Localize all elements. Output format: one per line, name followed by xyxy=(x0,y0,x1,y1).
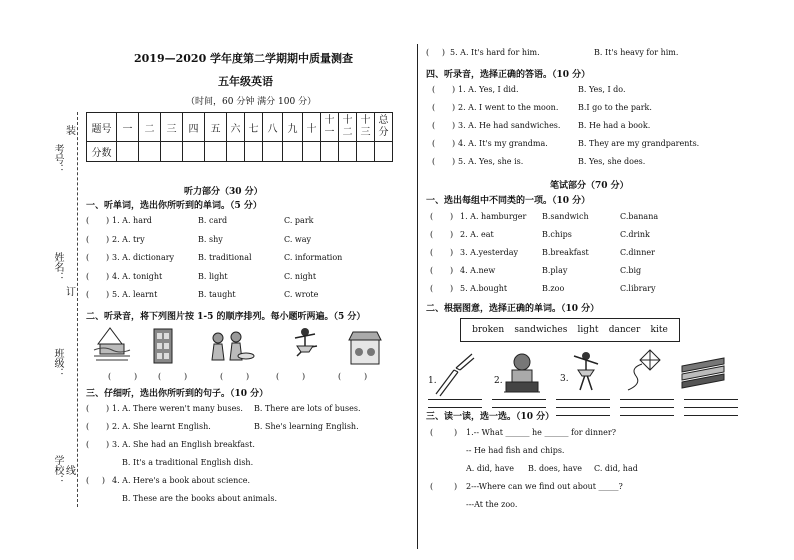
score-header-cell: 六 xyxy=(227,113,245,142)
q4-option-a: 5. A. Yes, she is. xyxy=(458,157,524,166)
answer-line xyxy=(556,407,610,408)
q1-option-c: C. park xyxy=(284,216,314,225)
picture-people-dish xyxy=(206,328,256,368)
score-cell[interactable] xyxy=(321,142,339,162)
score-header-cell: 十 一 xyxy=(321,113,339,142)
w1-paren-right[interactable]: ) xyxy=(450,248,454,257)
q2-paren-left: ( xyxy=(220,372,224,381)
w1-option-c: C.dinner xyxy=(620,248,655,257)
w1-paren-left: ( xyxy=(430,266,434,275)
q3-4-option-b: B. These are the books about animals. xyxy=(122,494,277,503)
q4-option-b: B. Yes, she does. xyxy=(578,157,646,166)
q3-option-a: 2. A. She learnt English. xyxy=(112,422,211,431)
q3-paren-right[interactable]: ) xyxy=(106,404,110,413)
q1-paren-right[interactable]: ) xyxy=(106,234,110,244)
q4-option-b: B. They are my grandparents. xyxy=(578,139,700,148)
w3-option-c: C. did, had xyxy=(594,464,638,473)
q1-paren-left: ( xyxy=(86,216,90,225)
q4-option-a: 4. A. It's my grandma. xyxy=(458,139,548,148)
picture-dancer xyxy=(566,350,606,396)
q1-paren-right[interactable]: ) xyxy=(106,271,110,281)
score-header-cell: 十 三 xyxy=(357,113,375,142)
score-cell[interactable] xyxy=(161,142,183,162)
score-cell[interactable] xyxy=(263,142,283,162)
score-header-cell: 二 xyxy=(139,113,161,142)
q4-option-b: B. He had a book. xyxy=(578,121,651,130)
q3-paren-right[interactable]: ) xyxy=(106,422,110,431)
q3-paren-right[interactable]: ) xyxy=(106,440,110,449)
q1-paren-right[interactable]: ) xyxy=(106,290,110,299)
score-header-cell: 总 分 xyxy=(375,113,393,142)
w2-num-3: 3. xyxy=(560,374,569,384)
q4-option-a: 2. A. I went to the moon. xyxy=(458,103,559,112)
w1-option-c: C.drink xyxy=(620,230,650,239)
exam-title: 2019—2020 学年度第二学期期中质量测查 xyxy=(134,52,354,65)
score-header-cell: 一 xyxy=(117,113,139,142)
q4-option-b: B.I go to the park. xyxy=(578,103,652,112)
picture-ballet-dancer xyxy=(285,326,325,370)
w1-option-a: 3. A.yesterday xyxy=(460,248,519,257)
q4-paren-right[interactable]: ) xyxy=(452,157,456,166)
q2-paren-right[interactable]: ) xyxy=(246,372,250,381)
w1-option-c: C.library xyxy=(620,284,656,293)
q1-option-b: B. light xyxy=(198,271,228,281)
w3-reply: ---At the zoo. xyxy=(466,500,518,509)
score-header-cell: 十 二 xyxy=(339,113,357,142)
q2-paren-left: ( xyxy=(108,372,112,381)
q4-paren-right[interactable]: ) xyxy=(452,103,456,112)
xue-xiao-label: 学校： xyxy=(52,455,63,485)
zhuang-mark: 装 xyxy=(66,126,76,137)
w1-paren-right[interactable]: ) xyxy=(450,212,454,221)
score-cell[interactable] xyxy=(139,142,161,162)
w1-paren-right[interactable]: ) xyxy=(450,230,454,239)
q1-option-c: C. information xyxy=(284,253,343,262)
score-header-cell: 四 xyxy=(183,113,205,142)
w3-reply: -- He had fish and chips. xyxy=(466,446,565,455)
q4-paren-left: ( xyxy=(432,103,436,112)
q3-5-paren: ( ) xyxy=(426,48,445,57)
w1-option-b: B.breakfast xyxy=(542,248,589,257)
q3-header: 三、仔细听，选出你所听到的句子。（10 分） xyxy=(86,389,269,399)
score-header-cell: 五 xyxy=(205,113,227,142)
w1-option-b: B.sandwich xyxy=(542,212,589,221)
score-cell[interactable] xyxy=(227,142,245,162)
w1-option-c: C.big xyxy=(620,266,642,275)
w1-paren-right[interactable]: ) xyxy=(450,266,454,275)
q1-option-a: 4. A. tonight xyxy=(112,271,163,281)
q2-paren-right[interactable]: ) xyxy=(184,372,188,381)
q1-option-b: B. shy xyxy=(198,234,223,244)
q3-option-b: B. There are lots of buses. xyxy=(254,404,361,413)
q4-option-a: 3. A. He had sandwiches. xyxy=(458,121,561,130)
q3-option-a: 1. A. There weren't many buses. xyxy=(112,404,243,413)
q4-paren-left: ( xyxy=(432,121,436,130)
picture-boat-river xyxy=(92,324,132,366)
w3-paren-left: ( xyxy=(430,428,434,437)
answer-line xyxy=(556,415,610,416)
score-header-cell: 十 xyxy=(303,113,321,142)
answer-line xyxy=(620,415,674,416)
score-cell[interactable] xyxy=(205,142,227,162)
q1-paren-left: ( xyxy=(86,271,90,281)
score-cell[interactable] xyxy=(117,142,139,162)
score-header-cell: 七 xyxy=(245,113,263,142)
w1-option-a: 2. A. eat xyxy=(460,230,494,239)
q2-paren-left: ( xyxy=(338,372,342,381)
w3-option-a: A. did, have xyxy=(466,464,514,473)
exam-subtitle: 五年级英语 xyxy=(218,75,273,88)
q4-paren-left: ( xyxy=(432,139,436,148)
picture-sandwiches xyxy=(678,352,728,392)
q3-4-paren: ( ) xyxy=(86,476,105,485)
w1-option-b: B.zoo xyxy=(542,284,565,293)
q4-option-b: B. Yes, I do. xyxy=(578,85,626,94)
w3-paren-left: ( xyxy=(430,482,434,491)
answer-line xyxy=(684,399,738,400)
answer-line xyxy=(684,407,738,408)
q3-paren-left: ( xyxy=(86,440,90,449)
q2-paren-right[interactable]: ) xyxy=(134,372,138,381)
q3-option-b: B. She's learning English. xyxy=(254,422,359,431)
score-header-cell: 九 xyxy=(283,113,303,142)
word-bank-item: light xyxy=(577,325,599,335)
q4-paren-right[interactable]: ) xyxy=(452,139,456,148)
picture-kite xyxy=(620,348,664,394)
ding-mark: 订 xyxy=(66,287,76,298)
q1-paren-right[interactable]: ) xyxy=(106,253,110,262)
q1-option-b: B. traditional xyxy=(198,253,252,262)
score-cell[interactable] xyxy=(375,142,393,162)
answer-line xyxy=(492,399,546,400)
answer-line xyxy=(556,399,610,400)
picture-shop xyxy=(345,328,385,368)
answer-line xyxy=(620,407,674,408)
q2-paren-left: ( xyxy=(158,372,162,381)
q1-paren-left: ( xyxy=(86,290,90,299)
q1-paren-left: ( xyxy=(86,234,90,244)
picture-broken-pencil xyxy=(432,352,476,398)
score-cell[interactable] xyxy=(245,142,263,162)
q4-header: 四、听录音，选择正确的答语。（10 分） xyxy=(426,70,591,80)
w1-option-a: 1. A. hamburger xyxy=(460,212,527,221)
w1-paren-left: ( xyxy=(430,284,434,293)
q3-paren-left: ( xyxy=(86,422,90,431)
q1-option-b: B. taught xyxy=(198,290,236,299)
q4-paren-left: ( xyxy=(432,85,436,94)
answer-line xyxy=(492,407,546,408)
q3-option-a: 3. A. She had an English breakfast. xyxy=(112,440,255,449)
word-bank-item: kite xyxy=(650,325,668,335)
answer-line xyxy=(428,399,482,400)
word-bank-item: sandwiches xyxy=(514,325,568,335)
q1-option-c: C. wrote xyxy=(284,290,319,299)
w2-num-1: 1. xyxy=(428,376,437,386)
q1-option-a: 2. A. try xyxy=(112,234,145,244)
score-cell[interactable] xyxy=(283,142,303,162)
w1-paren-left: ( xyxy=(430,212,434,221)
exam-timing: （时间，60 分钟 满分 100 分） xyxy=(186,97,317,107)
q1-option-c: C. night xyxy=(284,271,317,281)
w2-header: 二、根据图意，选择正确的单词。（10 分） xyxy=(426,304,600,314)
q1-paren-right[interactable]: ) xyxy=(106,216,110,225)
q1-paren-left: ( xyxy=(86,253,90,262)
q3-5-option-b: B. It's heavy for him. xyxy=(594,48,679,57)
w3-option-b: B. does, have xyxy=(528,464,583,473)
w3-header: 三、读一读，选一选。（10 分） xyxy=(426,409,556,422)
q1-option-a: 5. A. learnt xyxy=(112,290,158,299)
writing-header: 笔试部分（70 分） xyxy=(550,181,629,191)
ban-ji-label: 班级： xyxy=(52,348,63,378)
score-header-cell: 题号 xyxy=(87,113,117,142)
w1-option-b: B.chips xyxy=(542,230,572,239)
q4-option-a: 1. A. Yes, I did. xyxy=(458,85,519,94)
answer-line xyxy=(684,415,738,416)
w1-paren-left: ( xyxy=(430,248,434,257)
score-cell[interactable] xyxy=(339,142,357,162)
w1-option-c: C.banana xyxy=(620,212,659,221)
word-bank xyxy=(460,318,680,342)
w3-question: 1.-- What ______ he ______ for dinner? xyxy=(466,428,616,437)
w1-paren-right[interactable]: ) xyxy=(450,284,454,293)
q4-paren-right[interactable]: ) xyxy=(452,121,456,130)
kao-hao-label: 考号： xyxy=(52,144,63,174)
q4-paren-right[interactable]: ) xyxy=(452,85,456,94)
w3-question: 2---Where can we find out about _____? xyxy=(466,482,623,491)
q3-paren-left: ( xyxy=(86,404,90,413)
score-header-cell: 三 xyxy=(161,113,183,142)
column-divider xyxy=(417,44,418,549)
q2-header: 二、听录音，将下列图片按 1-5 的顺序排列。每小题听两遍。（5 分） xyxy=(86,312,366,322)
w3-paren-right[interactable]: ) xyxy=(454,482,458,491)
binding-line xyxy=(77,112,78,507)
score-cell[interactable] xyxy=(183,142,205,162)
score-cell[interactable] xyxy=(303,142,321,162)
word-bank-item: broken xyxy=(472,325,505,335)
picture-building xyxy=(148,325,178,367)
xing-ming-label: 姓名： xyxy=(52,252,63,282)
score-row-label: 分数 xyxy=(87,142,117,162)
q1-option-a: 1. A. hard xyxy=(112,216,152,225)
q4-paren-left: ( xyxy=(432,157,436,166)
q3-3-option-b: B. It's a traditional English dish. xyxy=(122,458,254,467)
q1-option-b: B. card xyxy=(198,216,228,225)
score-table xyxy=(86,112,393,162)
q3-4-option-a: 4. A. Here's a book about science. xyxy=(112,476,251,485)
w1-option-a: 4. A.new xyxy=(460,266,496,275)
score-header-cell: 八 xyxy=(263,113,283,142)
answer-line xyxy=(428,407,482,408)
q2-paren-right[interactable]: ) xyxy=(302,372,306,381)
word-bank-item: dancer xyxy=(608,325,641,335)
w1-paren-left: ( xyxy=(430,230,434,239)
q1-option-a: 3. A. dictionary xyxy=(112,253,175,262)
w2-num-2: 2. xyxy=(494,376,503,386)
picture-boy-eating xyxy=(500,352,544,398)
answer-line xyxy=(620,399,674,400)
w3-paren-right[interactable]: ) xyxy=(454,428,458,437)
listening-header: 听力部分（30 分） xyxy=(184,187,263,197)
q1-option-c: C. way xyxy=(284,234,312,244)
q2-paren-right[interactable]: ) xyxy=(364,372,368,381)
xian-mark: 线 xyxy=(66,466,76,477)
w1-header: 一、选出每组中不同类的一项。（10 分） xyxy=(426,196,591,206)
q3-5-option-a: 5. A. It's hard for him. xyxy=(450,48,540,57)
q2-paren-left: ( xyxy=(276,372,280,381)
score-cell[interactable] xyxy=(357,142,375,162)
w1-option-a: 5. A.bought xyxy=(460,284,508,293)
w1-option-b: B.play xyxy=(542,266,568,275)
q1-header: 一、听单词，选出你所听到的单词。（5 分） xyxy=(86,201,262,211)
